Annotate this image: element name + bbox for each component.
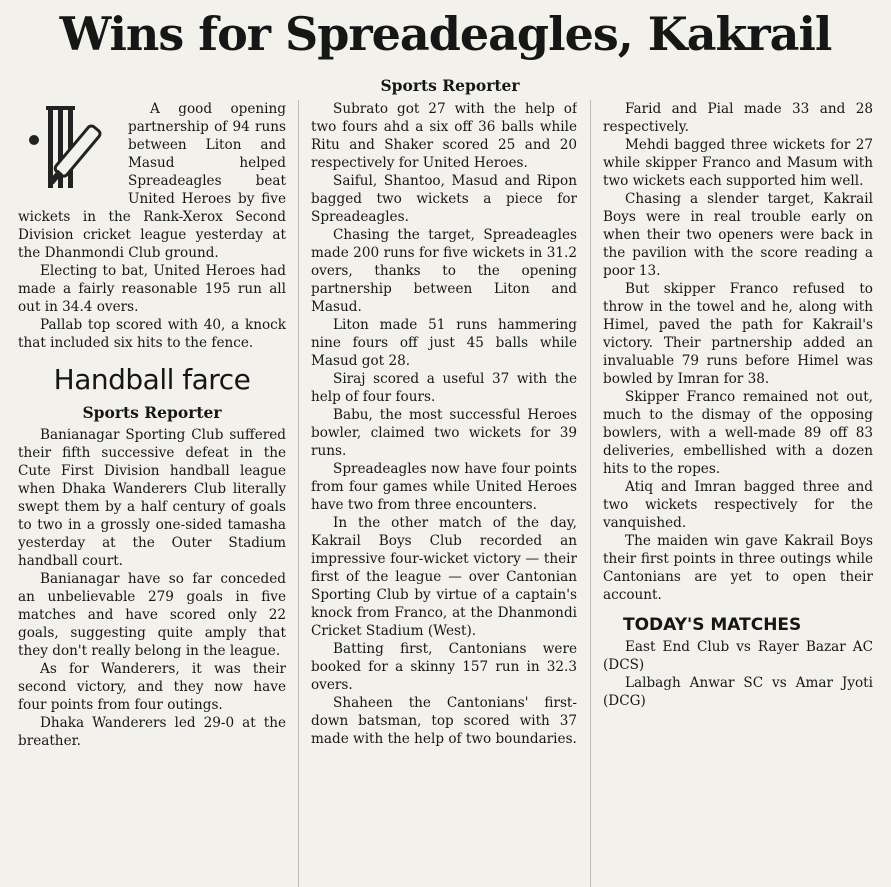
column-3 <box>603 100 873 887</box>
match-item: Lalbagh Anwar SC vs Amar Jyoti (DCG) <box>603 675 873 709</box>
headline: Wins for Spreadeagles, Kakrail <box>59 7 832 61</box>
article-paragraph: In the other match of the day, Kakrail Boys Club recorded an impressive four-wicket victory — their first of the league — over Cantonian Sporting Club by virtue of a captain's knock from Franco, at the Dhanmondi Cricket Stadium (West). <box>311 515 577 639</box>
handball-byline: Sports Reporter <box>82 403 222 422</box>
article-paragraph: Shaheen the Cantonians' first-down batsman, top scored with 37 made with the help of two boundaries. <box>311 695 577 747</box>
article-paragraph: Subrato got 27 with the help of two fours ahd a six off 36 balls while Ritu and Shaker scored 25 and 20 respectively for United Heroes. <box>311 101 577 171</box>
article-paragraph: Mehdi bagged three wickets for 27 while skipper Franco and Masum with two wickets each supported him well. <box>603 137 873 189</box>
article-paragraph: Skipper Franco remained not out, much to the dismay of the opposing bowlers, with a well-made 89 off 83 deliveries, embellished with a dozen hits to the ropes. <box>603 389 873 477</box>
article-paragraph: Liton made 51 runs hammering nine fours off just 45 balls while Masud got 28. <box>311 317 577 369</box>
handball-paragraph: Banianagar have so far conceded an unbelievable 279 goals in five matches and have scored only 22 goals, suggesting quite amply that they don't really belong in the league. <box>18 571 286 659</box>
todays-matches-title: TODAY'S MATCHES <box>623 615 802 635</box>
cricket-stumps-bat-icon <box>18 100 122 200</box>
article-paragraph: Siraj scored a useful 37 with the help of four fours. <box>311 371 577 405</box>
handball-paragraph: Dhaka Wanderers led 29-0 at the breather. <box>18 715 286 749</box>
column-divider <box>298 100 299 887</box>
handball-headline: Handball farce <box>53 363 251 396</box>
article-paragraph: Pallab top scored with 40, a knock that included six hits to the fence. <box>18 317 286 351</box>
article-paragraph: Farid and Pial made 33 and 28 respectively. <box>603 101 873 135</box>
article-paragraph: A good opening partnership of 94 runs between Liton and Masud helped Spreadeagles beat United Heroes by five wickets in the Rank-Xerox Second Division cricket league yesterday at the Dhanmondi Club ground. <box>18 101 286 261</box>
column-1 <box>18 100 286 887</box>
column-2 <box>311 100 577 887</box>
article-paragraph: Atiq and Imran bagged three and two wickets respectively for the vanquished. <box>603 479 873 531</box>
article-paragraph: Chasing a slender target, Kakrail Boys were in real trouble early on when their two openers were back in the pavilion with the score reading a poor 13. <box>603 191 873 279</box>
article-paragraph: But skipper Franco refused to throw in the towel and he, along with Himel, paved the path for Kakrail's victory. Their partnership added an invaluable 79 runs before Himel was bowled by Imran for 38. <box>603 281 873 387</box>
match-item: East End Club vs Rayer Bazar AC (DCS) <box>603 639 873 673</box>
article-paragraph: Batting first, Cantonians were booked for a skinny 157 run in 32.3 overs. <box>311 641 577 693</box>
article-paragraph: Electing to bat, United Heroes had made a fairly reasonable 195 run all out in 34.4 overs. <box>18 263 286 315</box>
article-paragraph: Babu, the most successful Heroes bowler, claimed two wickets for 39 runs. <box>311 407 577 459</box>
article-paragraph: Saiful, Shantoo, Masud and Ripon bagged two wickets a piece for Spreadeagles. <box>311 173 577 225</box>
byline: Sports Reporter <box>380 76 520 95</box>
handball-paragraph: As for Wanderers, it was their second victory, and they now have four points from four outings. <box>18 661 286 713</box>
article-paragraph: Spreadeagles now have four points from four games while United Heroes have two from three encounters. <box>311 461 577 513</box>
column-divider <box>590 100 591 887</box>
article-paragraph: Chasing the target, Spreadeagles made 200 runs for five wickets in 31.2 overs, thanks to the opening partnership between Liton and Masud. <box>311 227 577 315</box>
handball-paragraph: Banianagar Sporting Club suffered their fifth successive defeat in the Cute First Division handball league when Dhaka Wanderers Club literally swept them by a half century of goals to two in a grossly one-sided tamasha yesterday at the Outer Stadium handball court. <box>18 427 286 569</box>
article-paragraph: The maiden win gave Kakrail Boys their first points in three outings while Cantonians are yet to open their account. <box>603 533 873 603</box>
